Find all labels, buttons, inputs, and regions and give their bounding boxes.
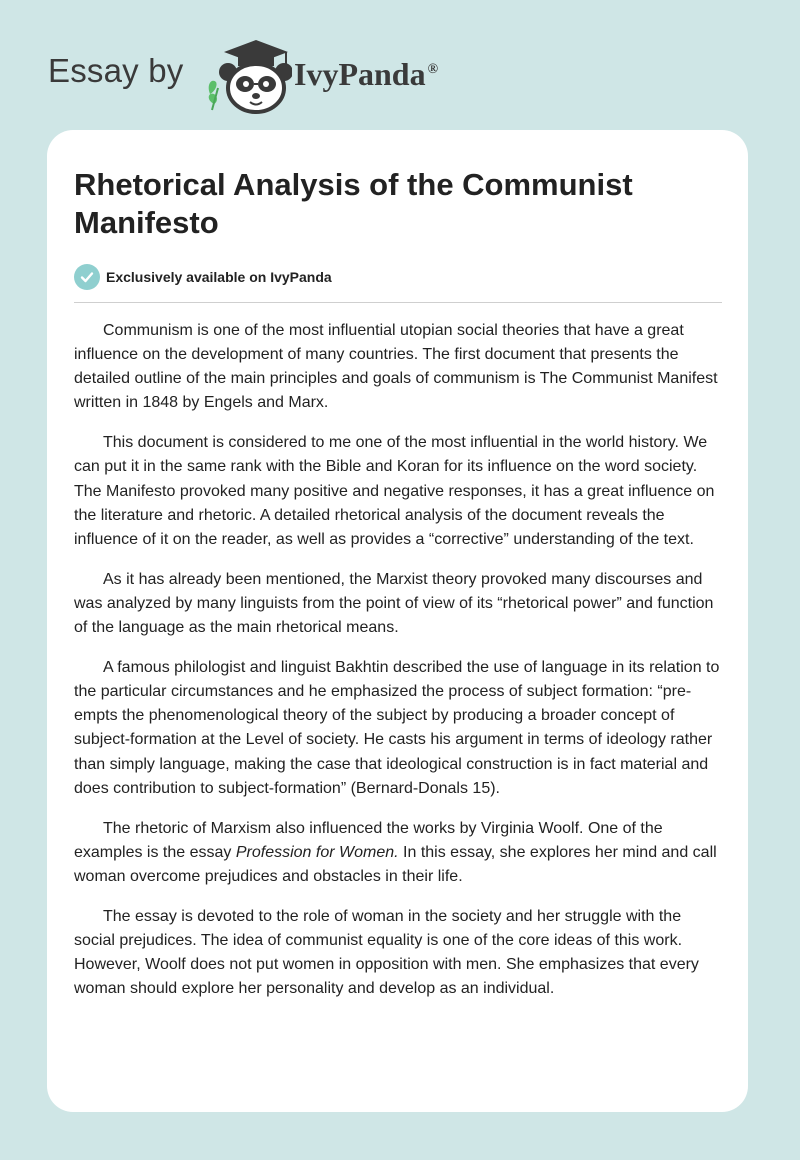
page-title: Rhetorical Analysis of the Communist Manifesto <box>74 167 633 240</box>
registered-mark: ® <box>427 62 439 78</box>
checkmark-icon <box>74 264 100 290</box>
panda-logo-icon[interactable] <box>200 34 292 114</box>
exclusive-badge <box>74 264 332 290</box>
paragraph: As it has already been mentioned, the Marxist theory provoked many discourses and was analyzed by many linguists from the point of view of its “rhetorical power” and function of the language as the main rhetorical means. <box>74 570 714 637</box>
essay-title-italic: Profession for Women. <box>235 843 399 861</box>
paragraph-text: In this essay, she explores her mind and call woman overcome prejudices and obstacles in their life. <box>74 843 717 885</box>
brand-name[interactable] <box>294 56 438 93</box>
essay-card <box>47 130 748 1112</box>
paragraph: A famous philologist and linguist Bakhtin described the use of language in its relation to the particular circumstances and he emphasized the process of subject formation: “pre-empts the phenomenological theory of the subject by producing a broader concept of subject-formation at the Level of society. He casts his argument in terms of ideology rather than simply language, making the case that ideological construction is in fact material and does contribution to subject-formation” (Bernard-Donals 15). <box>74 659 720 797</box>
badge-text: Exclusively available on IvyPanda <box>106 269 332 285</box>
paragraph-text: The rhetoric of Marxism also influenced the works by Virginia Woolf. One of the examples is the essay <box>74 819 663 861</box>
divider <box>74 302 722 303</box>
paragraph: This document is considered to me one of the most influential in the world history. We can put it in the same rank with the Bible and Koran for its influence on the word society. The Manifesto provoked many positive and negative responses, it has a great influence on the literature and rhetoric. A detailed rhetorical analysis of the document reveals the influence of it on the reader, as well as provides a “corrective” understanding of the text. <box>74 434 715 548</box>
site-header <box>48 34 488 114</box>
paragraph: Communism is one of the most influential utopian social theories that have a great influence on the development of many countries. The first document that presents the detailed outline of the main principles and goals of communism is The Communist Manifest written in 1848 by Engels and Marx. <box>74 322 718 412</box>
paragraph <box>74 817 722 889</box>
brand-prefix: Essay by <box>48 52 184 89</box>
brand-name-text: IvyPanda <box>294 56 426 92</box>
article-body <box>74 319 722 1017</box>
paragraph: The essay is devoted to the role of woman in the society and her struggle with the social prejudices. The idea of communist equality is one of the core ideas of this work. However, Woolf does not put women in opposition with men. She emphasizes that every woman should explore her personality and develop as an individual. <box>74 907 699 998</box>
